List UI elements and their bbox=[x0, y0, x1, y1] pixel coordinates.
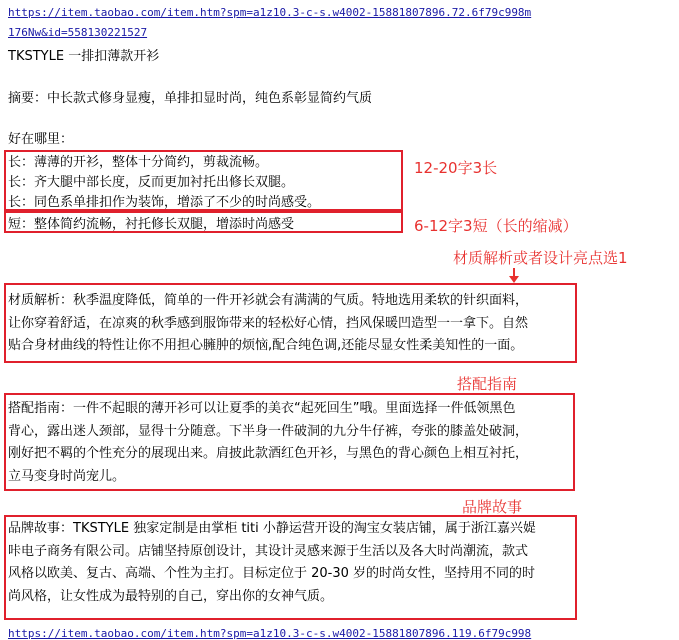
long-note: 12-20字3长 bbox=[414, 159, 498, 177]
summary-text: 摘要：中长款式修身显瘦，单排扣显时尚，纯色系彰显简约气质 bbox=[8, 91, 373, 106]
highlight-long-2: 长：齐大腿中部长度，反而更加衬托出修长双腿。 bbox=[8, 175, 295, 190]
brand-line-1: 品牌故事：TKSTYLE 独家定制是由掌柜 titi 小静运营开设的淘宝女装店铺，属于浙江嘉兴媞 bbox=[8, 521, 536, 536]
product-title: TKSTYLE 一排扣薄款开衫 bbox=[8, 49, 160, 64]
material-line-2: 让你穿着舒适，在凉爽的秋季感到服饰带来的轻松好心情，挡风保暖凹造型一一拿下。自然 bbox=[8, 315, 529, 331]
brand-line-3: 风格以欧美、复古、高端、个性为主打。目标定位于 20-30 岁的时尚女性，坚持用不同的时 bbox=[8, 566, 536, 581]
highlight-short: 短：整体简约流畅，衬托修长双腿，增添时尚感受 bbox=[8, 217, 295, 232]
short-note: 6-12字3短（长的缩减） bbox=[414, 217, 578, 235]
matching-line-1: 搭配指南：一件不起眼的薄开衫可以让夏季的美衣“起死回生”哦。里面选择一件低领黑色 bbox=[8, 401, 516, 416]
matching-paragraph bbox=[8, 398, 528, 488]
material-line-3: 贴合身材曲线的特性让你不用担心臃肿的烦恼,配合纯色调,还能尽显女性柔美知性的一面。 bbox=[8, 338, 524, 353]
material-pick-note: 材质解析或者设计亮点选1 bbox=[453, 249, 628, 267]
brand-note: 品牌故事 bbox=[462, 498, 523, 516]
matching-line-4: 立马变身时尚宠儿。 bbox=[8, 468, 126, 484]
brand-line-2: 咔电子商务有限公司。店铺坚持原创设计，其设计灵感来源于生活以及各大时尚潮流，款式 bbox=[8, 543, 529, 559]
product-url-bottom[interactable]: https://item.taobao.com/item.htm?spm=a1z10.3-c-s.w4002-15881807896.119.6f79c998 bbox=[8, 627, 532, 640]
highlight-long-3: 长：同色系单排扣作为装饰，增添了不少的时尚感受。 bbox=[8, 195, 321, 210]
brand-paragraph bbox=[8, 518, 536, 608]
matching-line-2: 背心，露出迷人颈部，显得十分随意。下半身一件破洞的九分牛仔裤，夸张的膝盖处破洞， bbox=[8, 423, 529, 439]
highlight-long-1: 长：薄薄的开衫，整体十分简约，剪裁流畅。 bbox=[8, 155, 269, 170]
material-line-1: 材质解析：秋季温度降低，简单的一件开衫就会有满满的气质。特地选用柔软的针织面料， bbox=[8, 293, 529, 308]
matching-note: 搭配指南 bbox=[457, 375, 518, 393]
brand-line-4: 尚风格，让女性成为最特别的自己，穿出你的女神气质。 bbox=[8, 588, 334, 604]
matching-line-3: 刚好把不羁的个性充分的展现出来。肩披此款酒红色开衫，与黑色的背心颜色上相互衬托， bbox=[8, 446, 529, 461]
highlights-heading: 好在哪里： bbox=[8, 132, 74, 147]
material-arrow-head bbox=[509, 276, 519, 283]
product-url-line-1[interactable]: https://item.taobao.com/item.htm?spm=a1z10.3-c-s.w4002-15881807896.72.6f79c998m bbox=[8, 6, 532, 19]
product-url-line-2[interactable]: 176Nw&id=558130221527 bbox=[8, 26, 148, 39]
material-paragraph bbox=[8, 290, 528, 358]
